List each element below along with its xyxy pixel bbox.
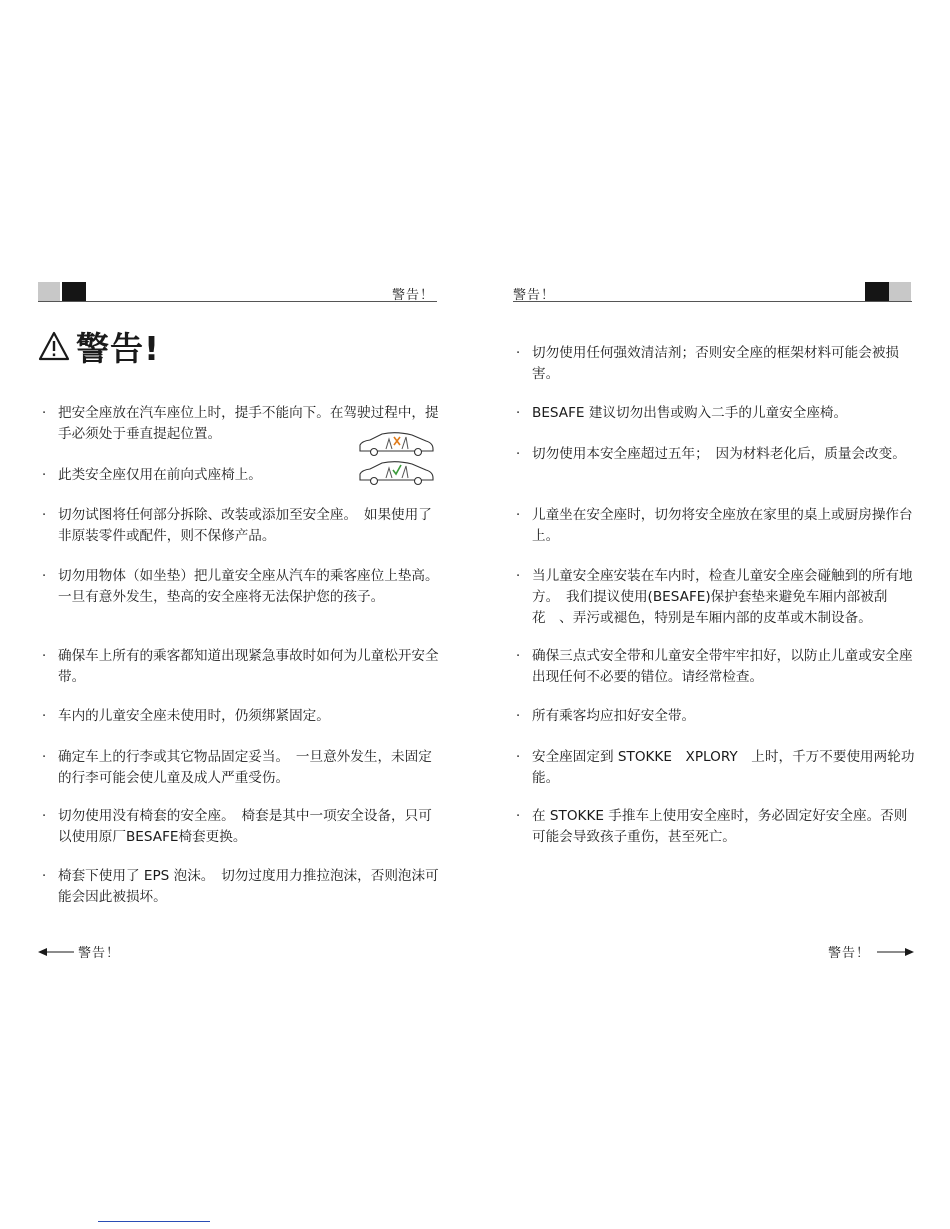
car-forward-facing-check-icon — [356, 460, 436, 490]
page-title: 警告! — [76, 328, 161, 368]
header-gray-tab — [38, 282, 60, 301]
list-item: · 确定车上的行李或其它物品固定妥当。 一旦意外发生，未固定的行李可能会使儿童及成人严重受伤。 — [42, 749, 432, 786]
list-item: · 切勿使用任何强效清洁剂；否则安全座的框架材料可能会被损害。 — [516, 345, 900, 382]
footer-label: 警告！ — [78, 946, 121, 961]
list-item: · BESAFE 建议切勿出售或购入二手的儿童安全座椅。 — [516, 405, 848, 421]
right-page — [475, 0, 950, 1229]
list-item: · 此类安全座仅用在前向式座椅上。 — [42, 467, 262, 483]
link-underline — [98, 1221, 210, 1222]
list-item: · 切勿使用本安全座超过五年； 因为材料老化后，质量会改变。 — [516, 446, 906, 462]
footer-next — [828, 942, 914, 961]
list-item: · 所有乘客均应扣好安全带。 — [516, 708, 696, 724]
header-gray-tab — [889, 282, 911, 301]
list-item: · 在 STOKKE 手推车上使用安全座时，务必固定好安全座。否则可能会导致孩子重伤，甚至死亡。 — [516, 808, 908, 845]
footer-back — [38, 942, 120, 961]
header-black-tab — [62, 282, 86, 301]
arrow-right-icon — [876, 947, 914, 957]
list-item: · 儿童坐在安全座时，切勿将安全座放在家里的桌上或厨房操作台上。 — [516, 507, 913, 544]
header-rule — [513, 301, 912, 302]
header-title: 警告！ — [513, 288, 556, 303]
header-title: 警告！ — [392, 288, 435, 303]
main-warning-heading — [38, 326, 160, 366]
list-item: · 切勿试图将任何部分拆除、改装或添加至安全座。 如果使用了非原装零件或配件，则不保修产品。 — [42, 507, 432, 544]
list-item: · 确保三点式安全带和儿童安全带牢牢扣好，以防止儿童或安全座出现任何不必要的错位。请经常检查。 — [516, 648, 913, 685]
list-item: · 安全座固定到 STOKKE XPLORY 上时，千万不要使用两轮功能。 — [516, 749, 915, 786]
header-black-tab — [865, 282, 889, 301]
car-rear-facing-x-icon — [356, 431, 436, 461]
list-item: · 确保车上所有的乘客都知道出现紧急事故时如何为儿童松开安全带。 — [42, 648, 439, 685]
footer-label: 警告！ — [828, 946, 871, 961]
list-item: · 切勿用物体（如坐垫）把儿童安全座从汽车的乘客座位上垫高。 一旦有意外发生，垫高的安全座将无法保护您的孩子。 — [42, 568, 446, 605]
warning-triangle-icon — [38, 331, 70, 361]
arrow-left-icon — [38, 947, 76, 957]
list-item: · 切勿使用没有椅套的安全座。 椅套是其中一项安全设备，只可以使用原厂BESAFE椅套更换。 — [42, 808, 432, 845]
list-item: · 车内的儿童安全座未使用时，仍须绑紧固定。 — [42, 708, 330, 724]
header-rule — [38, 301, 437, 302]
list-item: · 椅套下使用了 EPS 泡沫。 切勿过度用力推拉泡沫，否则泡沫可能会因此被损坏。 — [42, 868, 439, 905]
list-item: · 当儿童安全座安装在车内时，检查儿童安全座会碰触到的所有地方。 我们提议使用(BESAFE)保护套垫来避免车厢内部被刮花 、弄污或褪色，特别是车厢内部的皮革或木制设备。 — [516, 568, 913, 626]
list-item: · 把安全座放在汽车座位上时，提手不能向下。在驾驶过程中，提手必须处于垂直提起位置。 — [42, 405, 439, 442]
